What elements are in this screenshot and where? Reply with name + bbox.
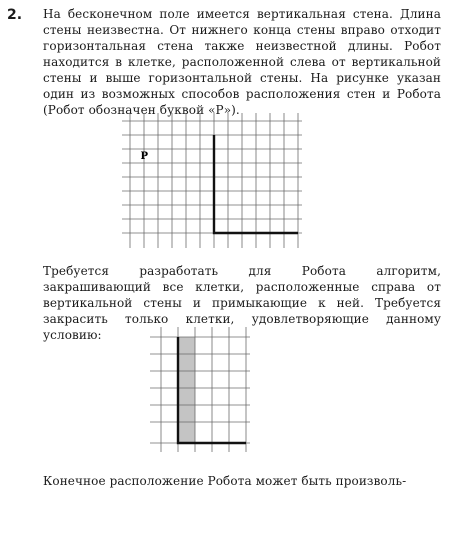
- shaded-cells: [178, 337, 195, 443]
- problem-paragraph-3: Конечное расположение Робота может быть произволь-: [43, 474, 407, 488]
- grid-lines: [150, 327, 250, 452]
- problem-paragraph-2: Требуется разработать для Робота алгоритм, закрашивающий все клетки, расположенные справа от вертикальной стены и примыкающие к ней. Требуется закрасить только клетки, удовлетворяющие данному условию:: [43, 264, 441, 342]
- robot-marker: Р: [140, 151, 149, 162]
- shaded-result-diagram: [150, 327, 250, 452]
- problem-paragraph-1: На бесконечном поле имеется вертикальная стена. Длина стены неизвестна. От нижнего конца стены вправо отходит горизонтальная стена также неизвестной длины. Робот находится в клетке, расположенной слева от вертикальной стены и выше горизонтальной стены. На рисунке указан один из возможных способов расположения стен и Робота (Робот обозначен буквой «Р»).: [43, 7, 441, 117]
- wall-robot-diagram: [122, 113, 302, 248]
- grid-lines: [122, 113, 302, 248]
- problem-number: 2.: [7, 7, 23, 23]
